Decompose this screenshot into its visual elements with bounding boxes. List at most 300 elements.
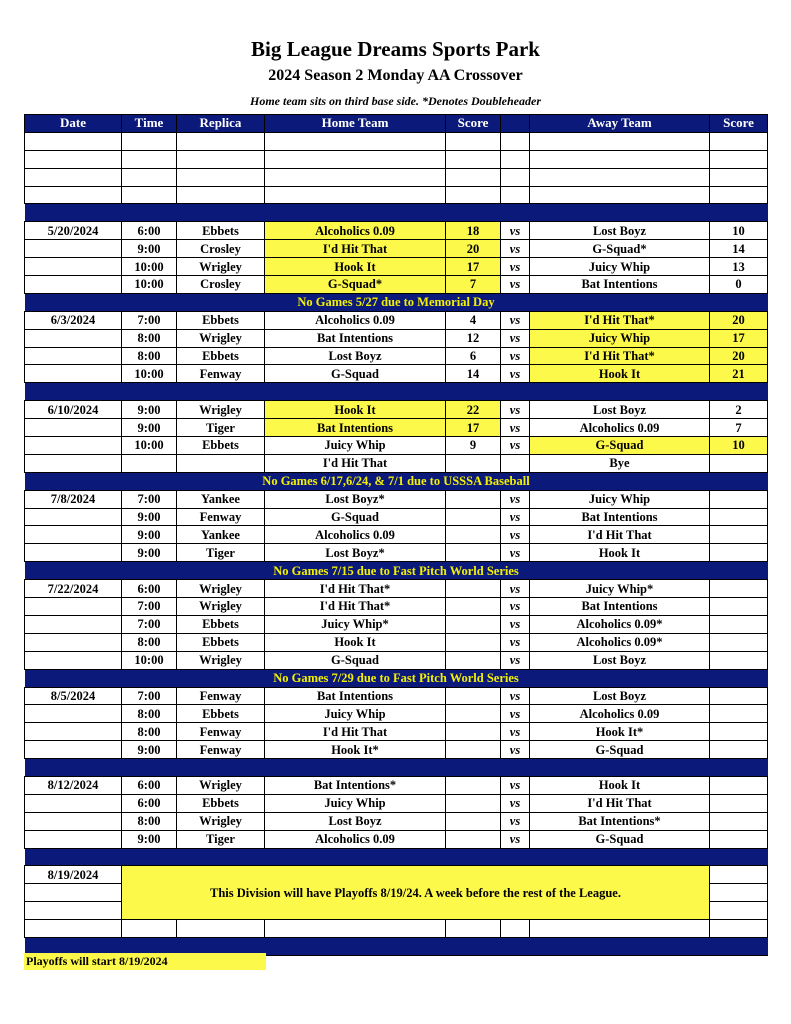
away-team-cell: Alcoholics 0.09 — [530, 705, 710, 723]
col-header: Time — [122, 115, 177, 133]
empty-cell — [501, 186, 530, 204]
empty-cell — [265, 920, 446, 938]
home-score-cell — [446, 741, 501, 759]
home-score-cell: 22 — [446, 401, 501, 419]
replica-cell — [177, 454, 265, 472]
empty-cell — [710, 920, 768, 938]
separator-bar — [25, 759, 768, 777]
vs-cell: vs — [501, 615, 530, 633]
empty-cell — [25, 508, 122, 526]
replica-cell: Wrigley — [177, 258, 265, 276]
schedule-table — [24, 114, 768, 956]
empty-cell — [25, 741, 122, 759]
away-team-cell: Hook It — [530, 365, 710, 383]
date-cell: 6/3/2024 — [25, 311, 122, 329]
home-score-cell — [446, 615, 501, 633]
time-cell: 6:00 — [122, 794, 177, 812]
away-team-cell: Juicy Whip — [530, 258, 710, 276]
time-cell: 8:00 — [122, 723, 177, 741]
home-score-cell: 14 — [446, 365, 501, 383]
replica-cell: Yankee — [177, 490, 265, 508]
time-cell: 8:00 — [122, 812, 177, 830]
replica-cell: Fenway — [177, 741, 265, 759]
vs-cell: vs — [501, 329, 530, 347]
bar-text — [25, 383, 768, 401]
empty-cell — [710, 150, 768, 168]
away-team-cell: Lost Boyz — [530, 401, 710, 419]
replica-cell: Ebbets — [177, 347, 265, 365]
vs-cell: vs — [501, 651, 530, 669]
empty-cell — [446, 168, 501, 186]
away-score-cell: 21 — [710, 365, 768, 383]
game-row — [25, 222, 768, 240]
home-score-cell — [446, 454, 501, 472]
away-score-cell — [710, 615, 768, 633]
empty-cell — [501, 920, 530, 938]
empty-cell — [446, 920, 501, 938]
away-score-cell — [710, 705, 768, 723]
home-score-cell — [446, 580, 501, 598]
game-row — [25, 723, 768, 741]
home-score-cell: 17 — [446, 419, 501, 437]
empty-cell — [25, 526, 122, 544]
vs-cell: vs — [501, 419, 530, 437]
table-row — [25, 132, 768, 150]
away-team-cell: I'd Hit That — [530, 794, 710, 812]
home-team-cell: I'd Hit That — [265, 723, 446, 741]
bar-text: No Games 5/27 due to Memorial Day — [25, 293, 768, 311]
home-team-cell: Hook It — [265, 401, 446, 419]
vs-cell: vs — [501, 723, 530, 741]
empty-cell — [265, 150, 446, 168]
home-team-cell: I'd Hit That — [265, 454, 446, 472]
playoff-message: This Division will have Playoffs 8/19/24. A week before the rest of the League. — [122, 866, 710, 920]
col-header: Away Team — [530, 115, 710, 133]
game-row — [25, 812, 768, 830]
table-row — [25, 866, 768, 884]
game-row — [25, 240, 768, 258]
table-row — [25, 920, 768, 938]
time-cell: 10:00 — [122, 365, 177, 383]
time-cell — [122, 454, 177, 472]
vs-cell: vs — [501, 526, 530, 544]
home-score-cell — [446, 776, 501, 794]
vs-cell: vs — [501, 633, 530, 651]
home-score-cell — [446, 687, 501, 705]
game-row — [25, 615, 768, 633]
empty-cell — [710, 186, 768, 204]
away-score-cell — [710, 794, 768, 812]
empty-cell — [122, 168, 177, 186]
vs-cell: vs — [501, 222, 530, 240]
home-team-cell: Bat Intentions — [265, 419, 446, 437]
home-team-cell: G-Squad — [265, 365, 446, 383]
game-row — [25, 419, 768, 437]
empty-cell — [25, 258, 122, 276]
empty-cell — [25, 598, 122, 616]
home-score-cell — [446, 794, 501, 812]
vs-cell: vs — [501, 401, 530, 419]
date-cell: 8/5/2024 — [25, 687, 122, 705]
game-row — [25, 454, 768, 472]
empty-cell — [25, 276, 122, 294]
away-team-cell: Bat Intentions — [530, 598, 710, 616]
away-score-cell — [710, 580, 768, 598]
home-score-cell — [446, 812, 501, 830]
empty-cell — [501, 132, 530, 150]
empty-cell — [25, 615, 122, 633]
home-score-cell: 6 — [446, 347, 501, 365]
replica-cell: Tiger — [177, 419, 265, 437]
away-score-cell: 13 — [710, 258, 768, 276]
empty-cell — [25, 794, 122, 812]
game-row — [25, 490, 768, 508]
home-score-cell — [446, 526, 501, 544]
away-score-cell — [710, 526, 768, 544]
replica-cell: Tiger — [177, 830, 265, 848]
separator-bar — [25, 562, 768, 580]
bar-text: No Games 6/17,6/24, & 7/1 due to USSSA Baseball — [25, 472, 768, 490]
empty-cell — [446, 132, 501, 150]
col-header: Home Team — [265, 115, 446, 133]
replica-cell: Ebbets — [177, 615, 265, 633]
vs-cell: vs — [501, 365, 530, 383]
time-cell: 8:00 — [122, 705, 177, 723]
col-header: Score — [710, 115, 768, 133]
away-score-cell: 10 — [710, 222, 768, 240]
empty-cell — [25, 454, 122, 472]
date-cell: 8/19/2024 — [25, 866, 122, 884]
away-score-cell — [710, 598, 768, 616]
time-cell: 8:00 — [122, 347, 177, 365]
home-team-cell: Juicy Whip — [265, 705, 446, 723]
replica-cell: Ebbets — [177, 222, 265, 240]
table-row — [25, 168, 768, 186]
away-score-cell — [710, 490, 768, 508]
game-row — [25, 311, 768, 329]
home-score-cell — [446, 723, 501, 741]
empty-cell — [710, 168, 768, 186]
away-score-cell: 7 — [710, 419, 768, 437]
empty-cell — [25, 419, 122, 437]
away-score-cell — [710, 741, 768, 759]
away-team-cell: Alcoholics 0.09* — [530, 615, 710, 633]
away-team-cell: Alcoholics 0.09* — [530, 633, 710, 651]
bar-text — [25, 204, 768, 222]
empty-cell — [25, 329, 122, 347]
vs-cell: vs — [501, 776, 530, 794]
vs-cell: vs — [501, 311, 530, 329]
empty-cell — [530, 920, 710, 938]
separator-bar — [25, 204, 768, 222]
home-team-cell: Juicy Whip — [265, 794, 446, 812]
time-cell: 6:00 — [122, 580, 177, 598]
empty-cell — [177, 186, 265, 204]
time-cell: 9:00 — [122, 830, 177, 848]
empty-cell — [177, 168, 265, 186]
footer-note: Playoffs will start 8/19/2024 — [24, 953, 266, 970]
time-cell: 6:00 — [122, 222, 177, 240]
empty-cell — [501, 150, 530, 168]
away-team-cell: Hook It* — [530, 723, 710, 741]
empty-cell — [25, 168, 122, 186]
vs-cell: vs — [501, 240, 530, 258]
game-row — [25, 633, 768, 651]
game-row — [25, 544, 768, 562]
game-row — [25, 437, 768, 455]
separator-bar — [25, 293, 768, 311]
empty-cell — [25, 723, 122, 741]
empty-cell — [530, 132, 710, 150]
empty-cell — [25, 365, 122, 383]
empty-cell — [530, 186, 710, 204]
home-score-cell — [446, 830, 501, 848]
home-score-cell: 18 — [446, 222, 501, 240]
home-team-cell: G-Squad — [265, 651, 446, 669]
date-cell: 6/10/2024 — [25, 401, 122, 419]
empty-cell — [177, 920, 265, 938]
empty-cell — [25, 186, 122, 204]
vs-cell: vs — [501, 741, 530, 759]
home-team-cell: Lost Boyz — [265, 812, 446, 830]
home-team-cell: I'd Hit That* — [265, 598, 446, 616]
vs-cell: vs — [501, 598, 530, 616]
home-score-cell: 20 — [446, 240, 501, 258]
empty-cell — [530, 168, 710, 186]
vs-cell: vs — [501, 812, 530, 830]
away-score-cell: 0 — [710, 276, 768, 294]
game-row — [25, 329, 768, 347]
time-cell: 7:00 — [122, 615, 177, 633]
replica-cell: Fenway — [177, 508, 265, 526]
empty-cell — [530, 150, 710, 168]
away-score-cell — [710, 687, 768, 705]
replica-cell: Wrigley — [177, 401, 265, 419]
game-row — [25, 776, 768, 794]
time-cell: 10:00 — [122, 651, 177, 669]
empty-cell — [446, 150, 501, 168]
game-row — [25, 365, 768, 383]
home-team-cell: Lost Boyz* — [265, 490, 446, 508]
bar-text — [25, 848, 768, 866]
time-cell: 9:00 — [122, 741, 177, 759]
replica-cell: Wrigley — [177, 580, 265, 598]
date-cell: 8/12/2024 — [25, 776, 122, 794]
away-team-cell: Lost Boyz — [530, 222, 710, 240]
home-team-cell: I'd Hit That — [265, 240, 446, 258]
empty-cell — [25, 812, 122, 830]
home-score-cell: 12 — [446, 329, 501, 347]
game-row — [25, 347, 768, 365]
game-row — [25, 687, 768, 705]
away-team-cell: Bat Intentions — [530, 508, 710, 526]
empty-cell — [25, 347, 122, 365]
empty-cell — [177, 150, 265, 168]
away-team-cell: Bat Intentions — [530, 276, 710, 294]
replica-cell: Ebbets — [177, 794, 265, 812]
away-score-cell — [710, 544, 768, 562]
empty-cell — [25, 651, 122, 669]
away-team-cell: G-Squad — [530, 741, 710, 759]
empty-cell — [122, 186, 177, 204]
vs-cell: vs — [501, 258, 530, 276]
home-score-cell — [446, 705, 501, 723]
replica-cell: Fenway — [177, 365, 265, 383]
game-row — [25, 526, 768, 544]
home-team-cell: Lost Boyz — [265, 347, 446, 365]
header-note: Home team sits on third base side. *Denotes Doubleheader — [250, 94, 541, 108]
empty-cell — [501, 454, 530, 472]
col-header: Date — [25, 115, 122, 133]
away-team-cell: Lost Boyz — [530, 651, 710, 669]
empty-cell — [122, 920, 177, 938]
time-cell: 7:00 — [122, 687, 177, 705]
date-cell: 7/8/2024 — [25, 490, 122, 508]
home-team-cell: Hook It — [265, 633, 446, 651]
replica-cell: Wrigley — [177, 776, 265, 794]
time-cell: 10:00 — [122, 276, 177, 294]
empty-cell — [25, 132, 122, 150]
away-team-cell: G-Squad* — [530, 240, 710, 258]
empty-cell — [25, 830, 122, 848]
game-row — [25, 794, 768, 812]
col-header: Replica — [177, 115, 265, 133]
home-team-cell: Alcoholics 0.09 — [265, 222, 446, 240]
home-team-cell: Alcoholics 0.09 — [265, 311, 446, 329]
away-team-cell: Bat Intentions* — [530, 812, 710, 830]
away-score-cell: 10 — [710, 437, 768, 455]
game-row — [25, 508, 768, 526]
away-team-cell: I'd Hit That* — [530, 347, 710, 365]
away-score-cell — [710, 812, 768, 830]
away-team-cell: Hook It — [530, 544, 710, 562]
vs-cell: vs — [501, 508, 530, 526]
home-score-cell: 7 — [446, 276, 501, 294]
home-score-cell — [446, 651, 501, 669]
away-team-cell: G-Squad — [530, 830, 710, 848]
away-score-cell — [710, 633, 768, 651]
home-score-cell — [446, 490, 501, 508]
empty-cell — [25, 902, 122, 920]
vs-cell: vs — [501, 830, 530, 848]
separator-bar — [25, 472, 768, 490]
away-score-cell: 2 — [710, 401, 768, 419]
empty-cell — [710, 902, 768, 920]
time-cell: 6:00 — [122, 776, 177, 794]
replica-cell: Yankee — [177, 526, 265, 544]
home-team-cell: Juicy Whip — [265, 437, 446, 455]
empty-cell — [446, 186, 501, 204]
table-row — [25, 150, 768, 168]
home-team-cell: Juicy Whip* — [265, 615, 446, 633]
home-team-cell: Hook It — [265, 258, 446, 276]
home-team-cell: Bat Intentions — [265, 329, 446, 347]
away-score-cell: 20 — [710, 311, 768, 329]
game-row — [25, 705, 768, 723]
game-row — [25, 580, 768, 598]
empty-cell — [177, 132, 265, 150]
replica-cell: Wrigley — [177, 812, 265, 830]
replica-cell: Fenway — [177, 723, 265, 741]
vs-cell: vs — [501, 580, 530, 598]
away-team-cell: Bye — [530, 454, 710, 472]
vs-cell: vs — [501, 794, 530, 812]
empty-cell — [25, 437, 122, 455]
replica-cell: Ebbets — [177, 705, 265, 723]
game-row — [25, 741, 768, 759]
away-score-cell — [710, 830, 768, 848]
time-cell: 10:00 — [122, 437, 177, 455]
replica-cell: Wrigley — [177, 598, 265, 616]
bar-text: No Games 7/15 due to Fast Pitch World Series — [25, 562, 768, 580]
page-title: Big League Dreams Sports Park — [251, 37, 540, 61]
separator-bar — [25, 848, 768, 866]
away-score-cell: 17 — [710, 329, 768, 347]
away-team-cell: G-Squad — [530, 437, 710, 455]
away-score-cell — [710, 454, 768, 472]
home-score-cell — [446, 633, 501, 651]
home-team-cell: G-Squad* — [265, 276, 446, 294]
home-score-cell: 4 — [446, 311, 501, 329]
empty-cell — [122, 132, 177, 150]
game-row — [25, 830, 768, 848]
game-row — [25, 401, 768, 419]
home-team-cell: G-Squad — [265, 508, 446, 526]
empty-cell — [25, 633, 122, 651]
home-team-cell: Hook It* — [265, 741, 446, 759]
game-row — [25, 258, 768, 276]
away-team-cell: I'd Hit That — [530, 526, 710, 544]
vs-cell: vs — [501, 276, 530, 294]
home-team-cell: Bat Intentions — [265, 687, 446, 705]
time-cell: 8:00 — [122, 633, 177, 651]
bar-text: No Games 7/29 due to Fast Pitch World Series — [25, 669, 768, 687]
page-subtitle: 2024 Season 2 Monday AA Crossover — [268, 67, 523, 84]
away-score-cell — [710, 651, 768, 669]
away-team-cell: Juicy Whip* — [530, 580, 710, 598]
time-cell: 7:00 — [122, 598, 177, 616]
bar-text — [25, 759, 768, 777]
replica-cell: Tiger — [177, 544, 265, 562]
empty-cell — [710, 132, 768, 150]
separator-bar — [25, 669, 768, 687]
time-cell: 10:00 — [122, 258, 177, 276]
replica-cell: Crosley — [177, 276, 265, 294]
time-cell: 9:00 — [122, 401, 177, 419]
game-row — [25, 276, 768, 294]
replica-cell: Ebbets — [177, 437, 265, 455]
away-team-cell: Hook It — [530, 776, 710, 794]
home-team-cell: Alcoholics 0.09 — [265, 526, 446, 544]
home-team-cell: Alcoholics 0.09 — [265, 830, 446, 848]
away-score-cell — [710, 776, 768, 794]
away-team-cell: Juicy Whip — [530, 329, 710, 347]
home-team-cell: Bat Intentions* — [265, 776, 446, 794]
col-header: Score — [446, 115, 501, 133]
time-cell: 7:00 — [122, 311, 177, 329]
vs-cell: vs — [501, 687, 530, 705]
away-team-cell: I'd Hit That* — [530, 311, 710, 329]
col-header — [501, 115, 530, 133]
empty-cell — [122, 150, 177, 168]
replica-cell: Fenway — [177, 687, 265, 705]
home-score-cell — [446, 508, 501, 526]
empty-cell — [25, 884, 122, 902]
away-team-cell: Lost Boyz — [530, 687, 710, 705]
vs-cell: vs — [501, 437, 530, 455]
replica-cell: Wrigley — [177, 651, 265, 669]
vs-cell: vs — [501, 544, 530, 562]
